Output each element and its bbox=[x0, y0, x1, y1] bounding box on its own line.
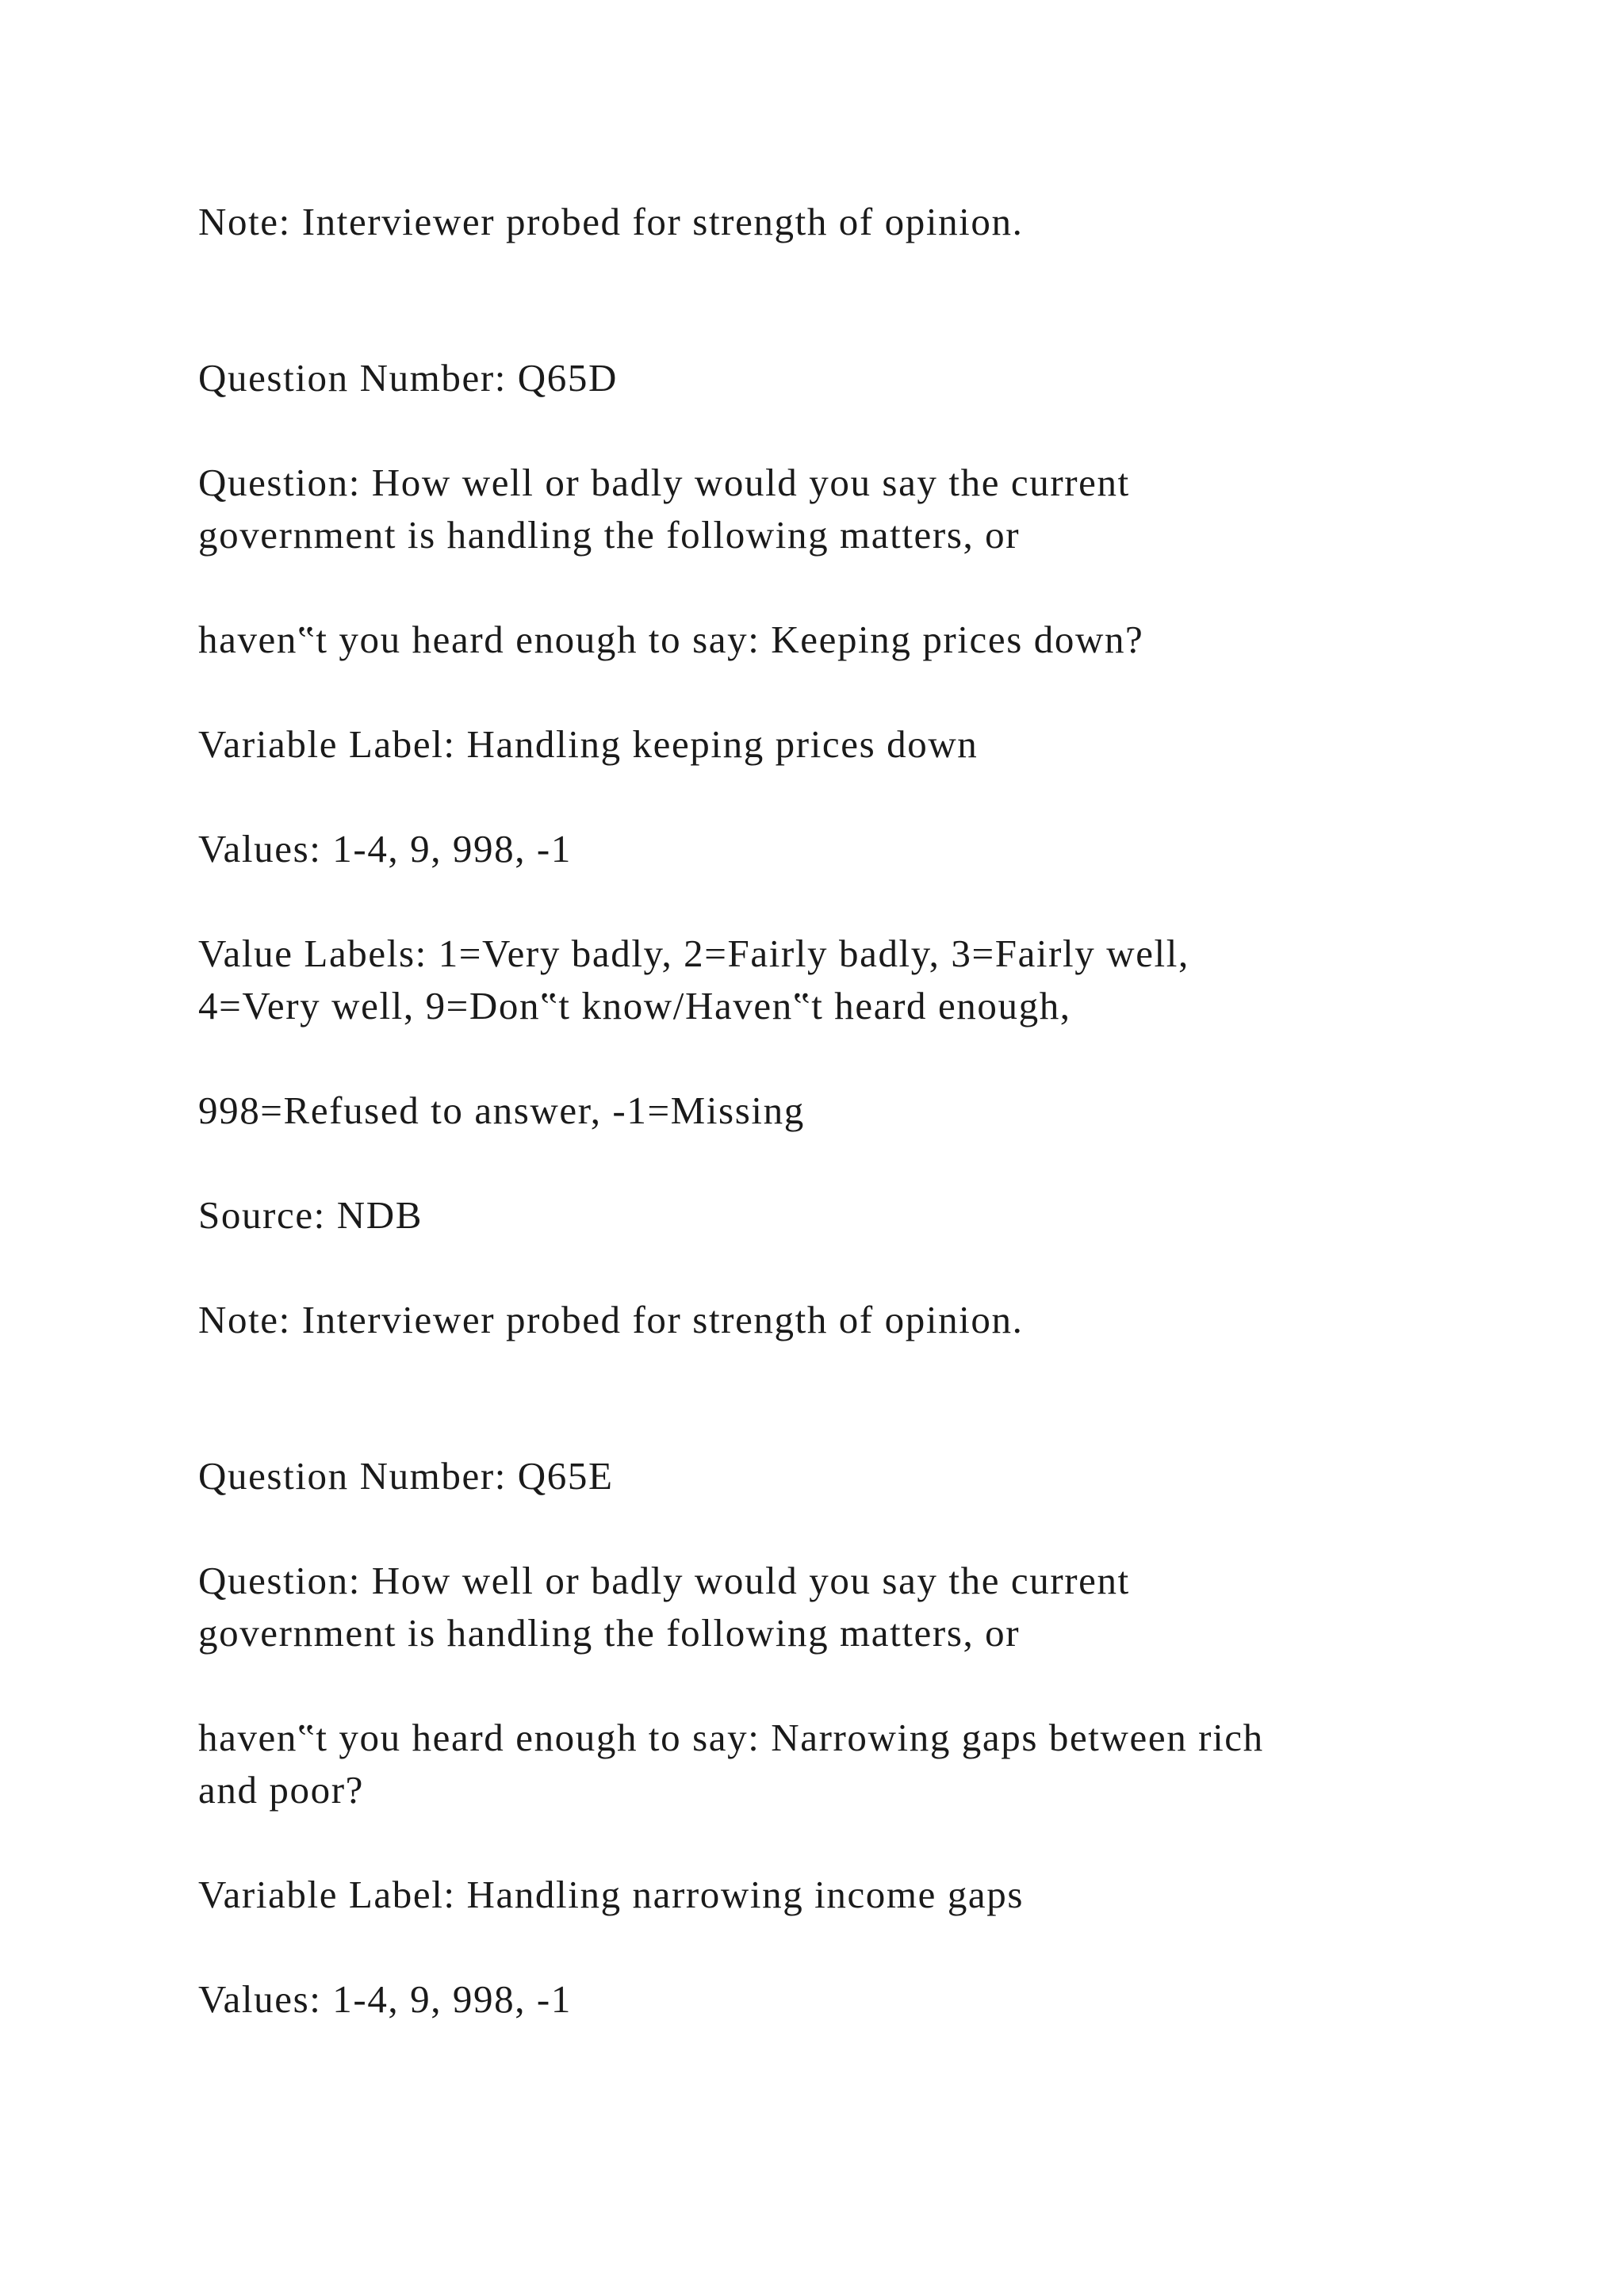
question-number-line: Question Number: Q65D bbox=[198, 356, 618, 400]
question-text-line: haven‟t you heard enough to say: Narrowing gaps between rich bbox=[198, 1716, 1264, 1759]
value-labels-line: 4=Very well, 9=Don‟t know/Haven‟t heard enough, bbox=[198, 984, 1071, 1027]
question-text-line: Question: How well or badly would you say the current bbox=[198, 1559, 1130, 1602]
question-text-line: Question: How well or badly would you say the current bbox=[198, 461, 1130, 504]
question-text-line: government is handling the following matters, or bbox=[198, 1611, 1021, 1655]
question-text-line: government is handling the following matters, or bbox=[198, 513, 1021, 557]
variable-label-line: Variable Label: Handling narrowing income gaps bbox=[198, 1873, 1025, 1916]
question-text-line: haven‟t you heard enough to say: Keeping prices down? bbox=[198, 618, 1144, 661]
variable-label-line: Variable Label: Handling keeping prices down bbox=[198, 722, 979, 766]
values-line: Values: 1-4, 9, 998, -1 bbox=[198, 1977, 572, 2021]
source-line: Source: NDB bbox=[198, 1193, 423, 1237]
question-number-line: Question Number: Q65E bbox=[198, 1454, 614, 1498]
note-line: Note: Interviewer probed for strength of opinion. bbox=[198, 200, 1024, 243]
values-line: Values: 1-4, 9, 998, -1 bbox=[198, 827, 572, 871]
value-labels-line: Value Labels: 1=Very badly, 2=Fairly badly, 3=Fairly well, bbox=[198, 932, 1189, 975]
value-labels-line: 998=Refused to answer, -1=Missing bbox=[198, 1089, 805, 1132]
note-line: Note: Interviewer probed for strength of opinion. bbox=[198, 1298, 1024, 1341]
question-text-line: and poor? bbox=[198, 1768, 364, 1812]
